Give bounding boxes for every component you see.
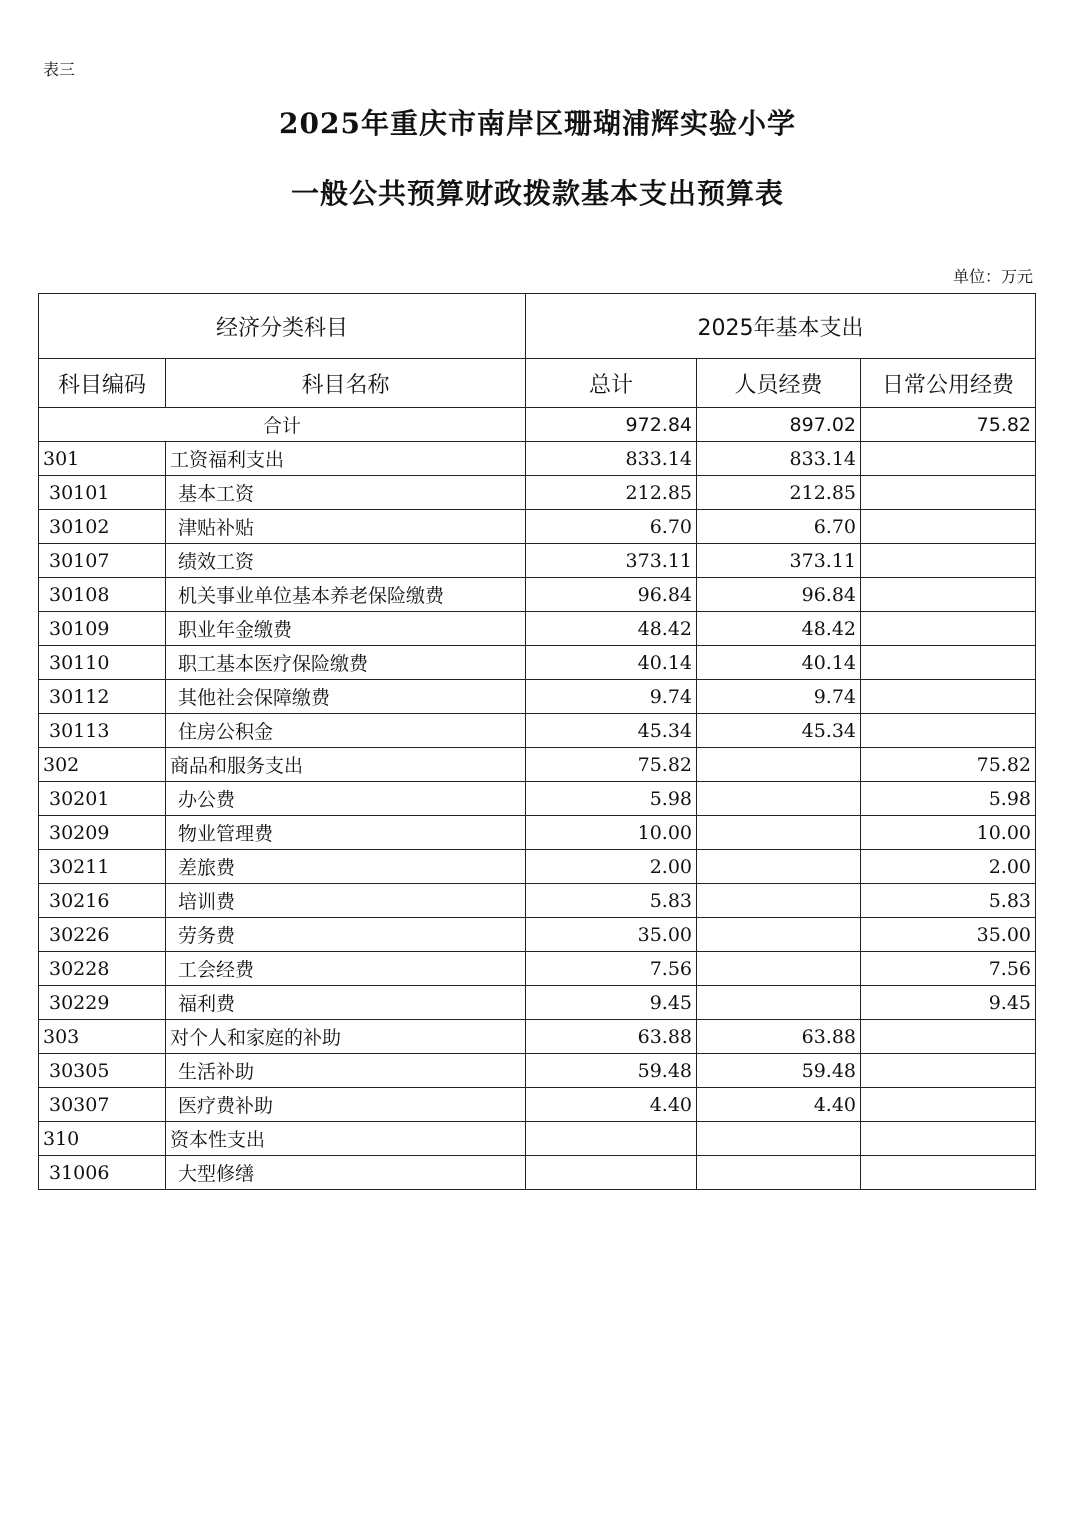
row-public: 9.45 (861, 986, 1036, 1020)
row-name: 工会经费 (166, 952, 526, 986)
row-public: 5.98 (861, 782, 1036, 816)
row-personnel (697, 1156, 861, 1190)
table-row (39, 1054, 1036, 1088)
row-public (861, 680, 1036, 714)
row-personnel (697, 986, 861, 1020)
header-basic-expense: 2025年基本支出 (526, 294, 1036, 359)
table-row (39, 442, 1036, 476)
table-row (39, 510, 1036, 544)
row-public (861, 612, 1036, 646)
row-public (861, 578, 1036, 612)
row-public (861, 1122, 1036, 1156)
row-name: 商品和服务支出 (166, 748, 526, 782)
row-code: 310 (39, 1122, 166, 1156)
row-total: 4.40 (526, 1088, 697, 1122)
row-total: 833.14 (526, 442, 697, 476)
row-total: 7.56 (526, 952, 697, 986)
row-personnel (697, 952, 861, 986)
row-public (861, 714, 1036, 748)
row-personnel (697, 884, 861, 918)
row-public: 7.56 (861, 952, 1036, 986)
row-public (861, 442, 1036, 476)
row-name: 差旅费 (166, 850, 526, 884)
table-row (39, 1122, 1036, 1156)
row-total: 48.42 (526, 612, 697, 646)
table-row (39, 850, 1036, 884)
table-row (39, 986, 1036, 1020)
row-code: 30107 (39, 544, 166, 578)
row-personnel: 4.40 (697, 1088, 861, 1122)
row-code: 30101 (39, 476, 166, 510)
row-personnel: 59.48 (697, 1054, 861, 1088)
total-label: 合计 (39, 408, 526, 442)
row-name: 职业年金缴费 (166, 612, 526, 646)
row-name: 津贴补贴 (166, 510, 526, 544)
row-personnel (697, 748, 861, 782)
row-personnel: 833.14 (697, 442, 861, 476)
table-row (39, 816, 1036, 850)
row-personnel: 40.14 (697, 646, 861, 680)
table-row (39, 544, 1036, 578)
row-personnel: 45.34 (697, 714, 861, 748)
unit-label: 单位：万元 (952, 267, 1033, 286)
table-row (39, 680, 1036, 714)
header-code: 科目编码 (39, 359, 166, 408)
row-public: 5.83 (861, 884, 1036, 918)
row-name: 资本性支出 (166, 1122, 526, 1156)
row-name: 绩效工资 (166, 544, 526, 578)
doc-label: 表三 (43, 60, 76, 79)
table-row (39, 1088, 1036, 1122)
row-name: 对个人和家庭的补助 (166, 1020, 526, 1054)
row-public: 35.00 (861, 918, 1036, 952)
row-personnel (697, 816, 861, 850)
row-public: 10.00 (861, 816, 1036, 850)
row-total: 6.70 (526, 510, 697, 544)
row-public (861, 544, 1036, 578)
header-econ-category: 经济分类科目 (39, 294, 526, 359)
row-code: 31006 (39, 1156, 166, 1190)
row-personnel: 96.84 (697, 578, 861, 612)
budget-table (38, 293, 1036, 1190)
table-row (39, 1156, 1036, 1190)
row-total: 96.84 (526, 578, 697, 612)
table-row (39, 612, 1036, 646)
row-name: 大型修缮 (166, 1156, 526, 1190)
row-code: 30228 (39, 952, 166, 986)
row-personnel: 212.85 (697, 476, 861, 510)
row-name: 办公费 (166, 782, 526, 816)
row-public (861, 510, 1036, 544)
header-name: 科目名称 (166, 359, 526, 408)
row-name: 医疗费补助 (166, 1088, 526, 1122)
row-name: 生活补助 (166, 1054, 526, 1088)
row-personnel: 48.42 (697, 612, 861, 646)
row-name: 工资福利支出 (166, 442, 526, 476)
table-row (39, 918, 1036, 952)
row-personnel (697, 918, 861, 952)
table-row (39, 1020, 1036, 1054)
row-total: 35.00 (526, 918, 697, 952)
row-total: 10.00 (526, 816, 697, 850)
row-public (861, 1156, 1036, 1190)
row-code: 301 (39, 442, 166, 476)
row-public (861, 1088, 1036, 1122)
row-code: 30305 (39, 1054, 166, 1088)
row-public: 75.82 (861, 748, 1036, 782)
row-name: 职工基本医疗保险缴费 (166, 646, 526, 680)
row-code: 30226 (39, 918, 166, 952)
row-personnel: 373.11 (697, 544, 861, 578)
row-total: 63.88 (526, 1020, 697, 1054)
row-code: 30216 (39, 884, 166, 918)
row-code: 30110 (39, 646, 166, 680)
row-code: 30307 (39, 1088, 166, 1122)
row-code: 30211 (39, 850, 166, 884)
row-total: 9.74 (526, 680, 697, 714)
table-row (39, 884, 1036, 918)
row-total: 5.83 (526, 884, 697, 918)
row-name: 其他社会保障缴费 (166, 680, 526, 714)
header-public: 日常公用经费 (861, 359, 1036, 408)
row-personnel: 63.88 (697, 1020, 861, 1054)
row-code: 30229 (39, 986, 166, 1020)
row-name: 劳务费 (166, 918, 526, 952)
row-code: 303 (39, 1020, 166, 1054)
row-code: 30201 (39, 782, 166, 816)
row-total (526, 1122, 697, 1156)
row-total: 75.82 (526, 748, 697, 782)
row-personnel: 9.74 (697, 680, 861, 714)
total-row (39, 408, 1036, 442)
row-code: 30113 (39, 714, 166, 748)
row-name: 培训费 (166, 884, 526, 918)
total-total: 972.84 (526, 408, 697, 442)
row-total: 5.98 (526, 782, 697, 816)
table-row (39, 782, 1036, 816)
page-subtitle: 一般公共预算财政拨款基本支出预算表 (290, 177, 784, 210)
row-personnel (697, 1122, 861, 1156)
row-name: 机关事业单位基本养老保险缴费 (166, 578, 526, 612)
row-total: 212.85 (526, 476, 697, 510)
table-row (39, 646, 1036, 680)
table-row (39, 476, 1036, 510)
row-code: 30109 (39, 612, 166, 646)
row-code: 30209 (39, 816, 166, 850)
page-title: 2025年重庆市南岸区珊瑚浦辉实验小学 (279, 107, 796, 140)
row-total: 2.00 (526, 850, 697, 884)
row-name: 福利费 (166, 986, 526, 1020)
table-row (39, 952, 1036, 986)
table-row (39, 714, 1036, 748)
row-name: 住房公积金 (166, 714, 526, 748)
row-code: 30112 (39, 680, 166, 714)
row-code: 302 (39, 748, 166, 782)
row-personnel: 6.70 (697, 510, 861, 544)
total-personnel: 897.02 (697, 408, 861, 442)
row-public (861, 476, 1036, 510)
row-total: 59.48 (526, 1054, 697, 1088)
row-total: 45.34 (526, 714, 697, 748)
row-public (861, 1054, 1036, 1088)
header-total: 总计 (526, 359, 697, 408)
row-public: 2.00 (861, 850, 1036, 884)
row-name: 物业管理费 (166, 816, 526, 850)
row-personnel (697, 782, 861, 816)
total-public: 75.82 (861, 408, 1036, 442)
row-public (861, 646, 1036, 680)
row-code: 30108 (39, 578, 166, 612)
table-row (39, 748, 1036, 782)
row-public (861, 1020, 1036, 1054)
row-total: 9.45 (526, 986, 697, 1020)
row-code: 30102 (39, 510, 166, 544)
row-total: 40.14 (526, 646, 697, 680)
header-personnel: 人员经费 (697, 359, 861, 408)
row-personnel (697, 850, 861, 884)
row-name: 基本工资 (166, 476, 526, 510)
row-total: 373.11 (526, 544, 697, 578)
row-total (526, 1156, 697, 1190)
table-row (39, 578, 1036, 612)
